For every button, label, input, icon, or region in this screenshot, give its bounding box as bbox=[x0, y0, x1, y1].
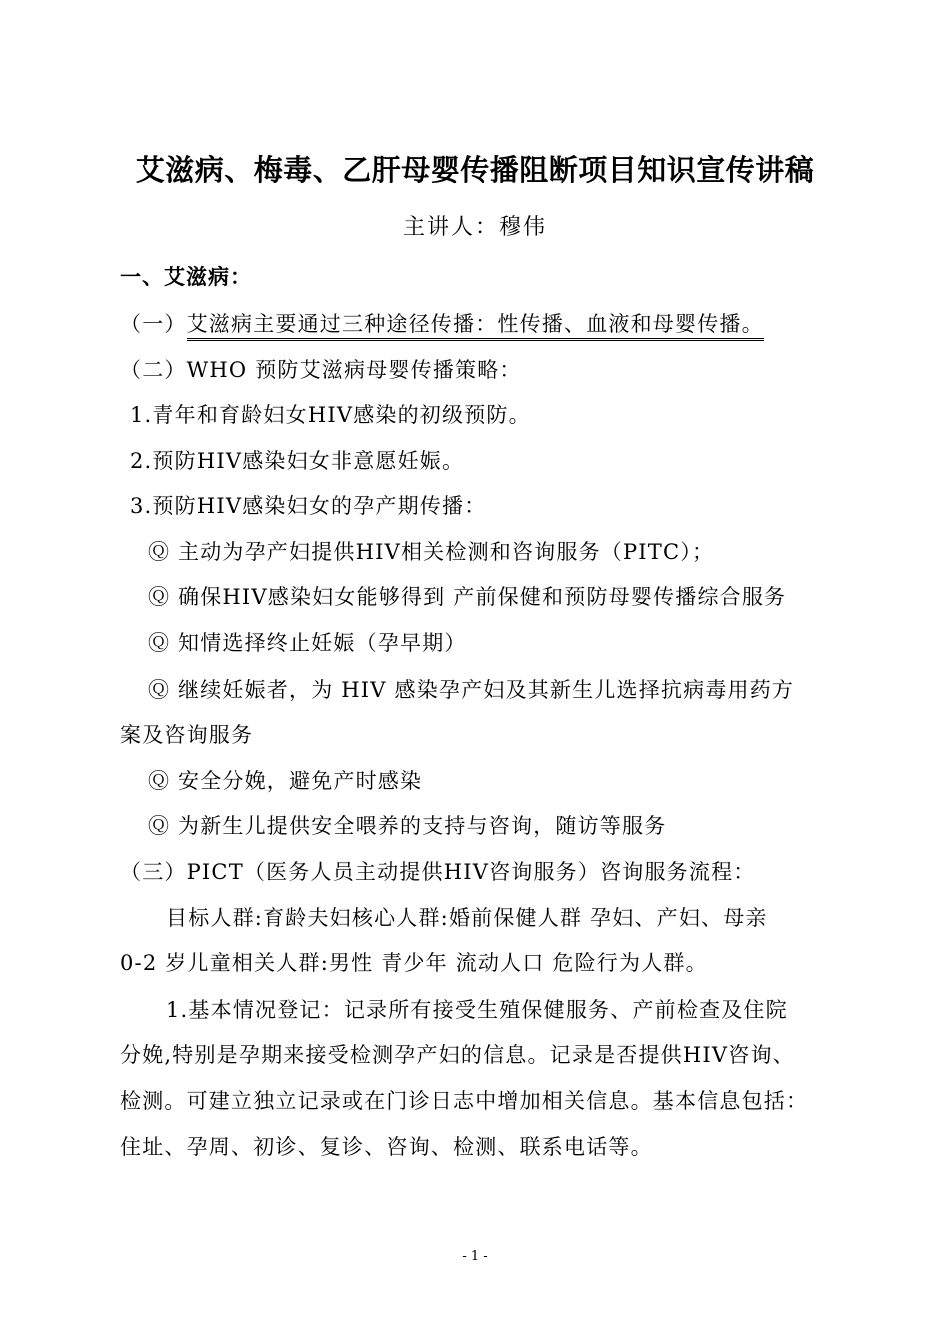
registration-line-4: 住址、孕周、初诊、复诊、咨询、检测、联系电话等。 bbox=[120, 1135, 653, 1159]
bullet-icon: Ⓠ bbox=[148, 769, 171, 793]
item-transmission-prefix: （一） bbox=[120, 312, 187, 336]
registration-line-3: 检测。可建立独立记录或在门诊日志中增加相关信息。基本信息包括： bbox=[120, 1089, 809, 1113]
bullet-icon: Ⓠ bbox=[148, 814, 171, 838]
bullet-icon: Ⓠ bbox=[148, 540, 171, 564]
bullet-item bbox=[148, 674, 794, 704]
bullet-item bbox=[148, 627, 467, 657]
bullet-text: 继续妊娠者，为 HIV 感染孕产妇及其新生儿选择抗病毒用药方 bbox=[178, 678, 795, 702]
bullet-item bbox=[148, 536, 714, 566]
bullet-text: 为新生儿提供安全喂养的支持与咨询，随访等服务 bbox=[178, 814, 667, 838]
bullet-item bbox=[148, 810, 666, 840]
bullet-icon: Ⓠ bbox=[148, 585, 171, 609]
document-title: 艾滋病、梅毒、乙肝母婴传播阻断项目知识宣传讲稿 bbox=[135, 153, 815, 187]
strategy-2: 2.预防HIV感染妇女非意愿妊娠。 bbox=[130, 449, 465, 473]
item-transmission-text: 艾滋病主要通过三种途径传播：性传播、血液和母婴传播。 bbox=[187, 312, 764, 341]
strategy-3: 3.预防HIV感染妇女的孕产期传播： bbox=[130, 494, 487, 518]
target-population-line-1: 目标人群:育龄夫妇核心人群:婚前保健人群 孕妇、产妇、母亲 bbox=[166, 906, 768, 930]
target-population-line-2: 0-2 岁儿童相关人群:男性 青少年 流动人口 危险行为人群。 bbox=[120, 951, 708, 975]
bullet-text: 主动为孕产妇提供HIV相关检测和咨询服务（PITC）； bbox=[178, 540, 715, 564]
registration-line-2: 分娩,特别是孕期来接受检测孕产妇的信息。记录是否提供HIV咨询、 bbox=[120, 1043, 795, 1067]
speaker-line: 主讲人：穆伟 bbox=[402, 215, 547, 240]
registration-line-1: 1.基本情况登记：记录所有接受生殖保健服务、产前检查及住院 bbox=[166, 998, 788, 1022]
page-number: - 1 - bbox=[462, 1249, 488, 1264]
item-pict-process: （三）PICT（医务人员主动提供HIV咨询服务）咨询服务流程： bbox=[120, 860, 756, 884]
bullet-text: 知情选择终止妊娠（孕早期） bbox=[178, 631, 467, 655]
item-transmission bbox=[120, 308, 764, 338]
bullet-icon: Ⓠ bbox=[148, 678, 171, 702]
strategy-1: 1.青年和育龄妇女HIV感染的初级预防。 bbox=[130, 403, 531, 427]
bullet-continuation: 案及咨询服务 bbox=[120, 723, 254, 747]
section-heading-aids: 一、艾滋病： bbox=[120, 265, 252, 289]
item-who-strategy: （二）WHO 预防艾滋病母婴传播策略： bbox=[120, 358, 522, 382]
bullet-text: 安全分娩，避免产时感染 bbox=[178, 769, 423, 793]
bullet-item bbox=[148, 765, 422, 795]
bullet-text: 确保HIV感染妇女能够得到 产前保健和预防母婴传播综合服务 bbox=[178, 585, 787, 609]
bullet-item bbox=[148, 581, 786, 611]
bullet-icon: Ⓠ bbox=[148, 631, 171, 655]
